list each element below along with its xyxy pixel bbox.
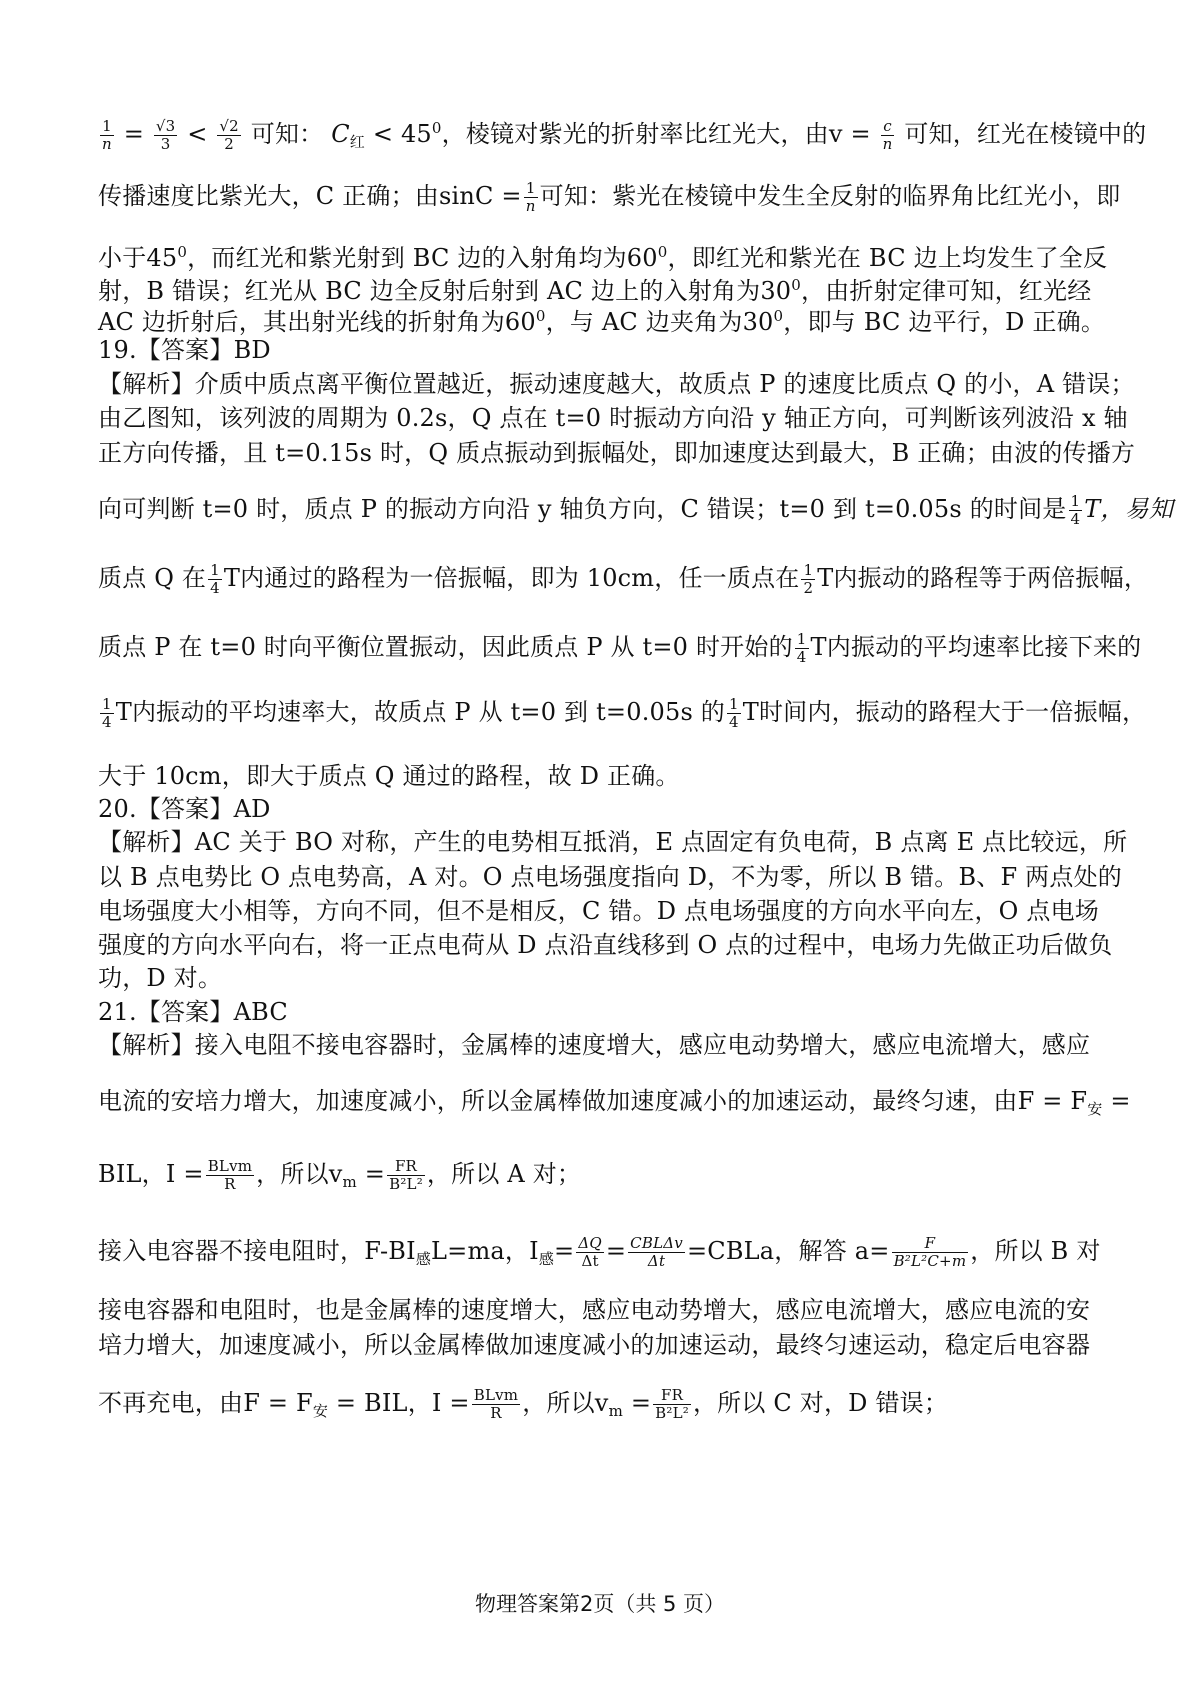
text-span: < [187, 120, 208, 148]
fraction-velocity [387, 1158, 425, 1193]
text-span: 0 [431, 119, 442, 137]
text-line-24 [98, 1158, 1108, 1198]
fraction-1-over-4 [208, 562, 222, 597]
text-span: ，所以 C 对，D 错误； [692, 1389, 949, 1417]
fraction-sqrt2-over-2 [217, 118, 241, 153]
fraction-c-over-n [881, 118, 895, 153]
text-line-1 [98, 112, 1147, 158]
text-span: = [605, 1237, 627, 1265]
text-line-25 [98, 1235, 1108, 1275]
text-line-8: 由乙图知，该列波的周期为 0.2s，Q 点在 t=0 时振动方向沿 y 轴正方向，可判断该列波沿 x 轴 [98, 404, 1128, 432]
text-line-14: 大于 10cm，即大于质点 Q 通过的路程，故 D 正确。 [98, 762, 680, 790]
text-span: R [224, 1175, 236, 1193]
text-span: =CBLa，解答 a= [686, 1237, 890, 1265]
text-span: 0 [657, 243, 668, 261]
text-line-26: 接电容器和电阻时，也是金属棒的速度增大，感应电动势增大，感应电流增大，感应电流的安 [98, 1296, 1091, 1324]
text-span: 小于45 [98, 244, 178, 272]
text-span: 4 [729, 713, 739, 731]
text-span: 0 [773, 307, 784, 325]
text-span: T内振动的路程等于两倍振幅， [817, 564, 1149, 592]
text-span: C [331, 120, 350, 148]
text-span: Δt [647, 1252, 666, 1270]
text-line-16: 【解析】AC 关于 BO 对称，产生的电势相互抵消，E 点固定有负电荷，B 点离 E 点比较远，所 [98, 828, 1128, 856]
text-span: T内通过的路程为一倍振幅，即为 10cm，任一质点在 [223, 564, 800, 592]
text-span: 1 [796, 630, 807, 648]
text-span: T，易知 [1084, 495, 1174, 523]
text-span: 4 [1070, 510, 1081, 528]
text-span: √3 [155, 117, 176, 135]
text-span: 0 [535, 307, 546, 325]
text-span: R [490, 1404, 502, 1422]
text-span: 1 [729, 695, 739, 713]
text-line-28 [98, 1387, 1108, 1427]
text-span: B²L²C+m [893, 1252, 967, 1270]
text-span: L=ma，I [431, 1237, 539, 1265]
fraction-1-over-4 [727, 696, 741, 731]
text-line-2 [98, 179, 1121, 215]
text-line-9: 正方向传播，且 t=0.15s 时，Q 质点振动到振幅处，即加速度达到最大，B 正确；由波的传播方 [98, 439, 1136, 467]
fraction-acceleration [892, 1235, 969, 1270]
text-span: m [608, 1402, 623, 1420]
text-span: n [525, 197, 536, 215]
fraction-1-over-n [100, 118, 114, 153]
text-span: 1 [102, 695, 112, 713]
fraction-1-over-4 [1069, 493, 1083, 528]
text-span: BLvm [207, 1157, 253, 1175]
text-span: ，所以v [522, 1389, 609, 1417]
text-span: ，所以 B 对 [970, 1237, 1101, 1265]
text-span: 质点 P 在 t=0 时向平衡位置振动，因此质点 P 从 t=0 时开始的 [98, 633, 793, 661]
text-span: 1 [1070, 492, 1081, 510]
text-span: 红 [349, 133, 365, 151]
fraction-cbldv-dt [628, 1235, 685, 1270]
text-span: 向可判断 t=0 时，质点 P 的振动方向沿 y 轴负方向，C 错误；t=0 到 t=0.05s 的时间是 [98, 495, 1067, 523]
text-line-10 [98, 492, 1174, 528]
answer-19-heading: 19.【答案】BD [98, 336, 271, 364]
text-span: 2 [224, 135, 235, 153]
text-span: FR [387, 1158, 425, 1176]
text-span: 可知：紫光在棱镜中发生全反射的临界角比红光小，即 [539, 182, 1121, 210]
text-span: T内振动的平均速率比接下来的 [810, 633, 1142, 661]
text-span: 可知： [250, 120, 324, 148]
text-span: B²L² [389, 1175, 423, 1193]
fraction-current [472, 1387, 520, 1422]
text-span: c [881, 118, 895, 136]
fraction-1-over-4 [100, 696, 114, 731]
text-span: n [882, 135, 893, 153]
text-span: 可知，红光在棱镜中的 [904, 120, 1147, 148]
text-span: 接入电容器不接电阻时，F-BI [98, 1237, 416, 1265]
text-span: 电流的安培力增大，加速度减小，所以金属棒做加速度减小的加速运动，最终匀速，由F = F [98, 1087, 1088, 1115]
text-span: m [342, 1173, 357, 1191]
text-span: < 45 [372, 120, 432, 148]
text-span: ，棱镜对紫光的折射率比红光大，由 [441, 120, 829, 148]
text-span: 0 [791, 276, 802, 294]
text-line-12 [98, 630, 1142, 666]
text-span: = [554, 1237, 575, 1265]
text-line-22: 【解析】接入电阻不接电容器时，金属棒的速度增大，感应电动势增大，感应电流增大，感应 [98, 1031, 1091, 1059]
answer-21-heading: 21.【答案】ABC [98, 998, 288, 1026]
text-span: AC 边折射后，其出射光线的折射角为60 [98, 308, 536, 336]
text-span: CBLΔv [630, 1234, 683, 1252]
text-span: ，与 AC 边夹角为30 [545, 308, 774, 336]
fraction-1-over-4 [795, 631, 809, 666]
text-span: 4 [102, 713, 112, 731]
text-span: 感 [415, 1250, 432, 1268]
text-span: = [123, 120, 145, 148]
fraction-current [206, 1158, 254, 1193]
text-span: ，即与 BC 边平行，D 正确。 [783, 308, 1106, 336]
text-span: 1 [524, 180, 538, 198]
text-span: v = [828, 120, 871, 148]
text-line-27: 培力增大，加速度减小，所以金属棒做加速度减小的加速运动，最终匀速运动，稳定后电容器 [98, 1331, 1091, 1359]
text-span: 1 [100, 118, 114, 136]
text-span: 质点 Q 在 [98, 564, 207, 592]
text-line-18: 电场强度大小相等，方向不同，但不是相反，C 错。D 点电场强度的方向水平向左，O 点电场 [98, 897, 1099, 925]
fraction-1-over-2 [801, 562, 815, 597]
text-span: 1 [210, 561, 220, 579]
text-span: F [892, 1235, 969, 1253]
text-line-13 [98, 695, 1147, 731]
text-span: 0 [177, 243, 188, 261]
text-span: B²L² [655, 1404, 689, 1422]
text-span: = BIL，I = [328, 1389, 470, 1417]
text-span: ΔQ [578, 1234, 602, 1252]
text-span: 射，B 错误；红光从 BC 边全反射后射到 AC 边上的入射角为30 [98, 277, 792, 305]
text-span: FR [653, 1387, 691, 1405]
fraction-dq-dt [576, 1235, 604, 1270]
text-span: BIL，I = [98, 1160, 204, 1188]
text-span: ，所以v [256, 1160, 343, 1188]
text-span: 3 [160, 135, 171, 153]
text-span: 4 [210, 579, 220, 597]
text-span: 安 [312, 1402, 329, 1420]
text-span: n [102, 135, 112, 153]
text-span: 传播速度比紫光大，C 正确；由sinC = [98, 182, 522, 210]
text-span: BLvm [473, 1386, 519, 1404]
text-span: 不再充电，由F = F [98, 1389, 313, 1417]
text-span: √2 [219, 117, 239, 135]
fraction-velocity [653, 1387, 691, 1422]
text-span: Δt [581, 1252, 599, 1270]
text-span: ，即红光和紫光在 BC 边上均发生了全反 [667, 244, 1108, 272]
text-span: ，所以 A 对； [426, 1160, 582, 1188]
text-span: 4 [796, 648, 807, 666]
text-line-7: 【解析】介质中质点离平衡位置越近，振动速度越大，故质点 P 的速度比质点 Q 的小，A 错误； [98, 370, 1135, 398]
text-span: 1 [803, 561, 814, 579]
text-span: 2 [803, 579, 814, 597]
text-span: 安 [1087, 1100, 1103, 1118]
page-footer: 物理答案第2页（共 5 页） [474, 1592, 726, 1616]
text-line-20: 功，D 对。 [98, 964, 223, 992]
text-span: 感 [538, 1250, 555, 1268]
text-span: ，而红光和紫光射到 BC 边的入射角均为60 [187, 244, 658, 272]
text-line-17: 以 B 点电势比 O 点电势高，A 对。O 点电场强度指向 D，不为零，所以 B 错。B、F 两点处的 [98, 863, 1122, 891]
text-line-11 [98, 561, 1149, 597]
text-span: T内振动的平均速率大，故质点 P 从 t=0 到 t=0.05s 的 [115, 698, 726, 726]
fraction-sqrt3-over-3 [154, 118, 178, 153]
fraction-1-over-n [524, 180, 538, 215]
text-span: = [623, 1389, 652, 1417]
text-line-19: 强度的方向水平向右，将一正点电荷从 D 点沿直线移到 O 点的过程中，电场力先做正功后做负 [98, 931, 1113, 959]
text-span: T时间内，振动的路程大于一倍振幅， [742, 698, 1147, 726]
text-span: = [1102, 1087, 1131, 1115]
answer-20-heading: 20.【答案】AD [98, 795, 271, 823]
text-line-5 [98, 300, 1108, 338]
text-line-23 [98, 1085, 1131, 1125]
text-span: = [356, 1160, 386, 1188]
text-span: ，由折射定律可知，红光经 [801, 277, 1092, 305]
